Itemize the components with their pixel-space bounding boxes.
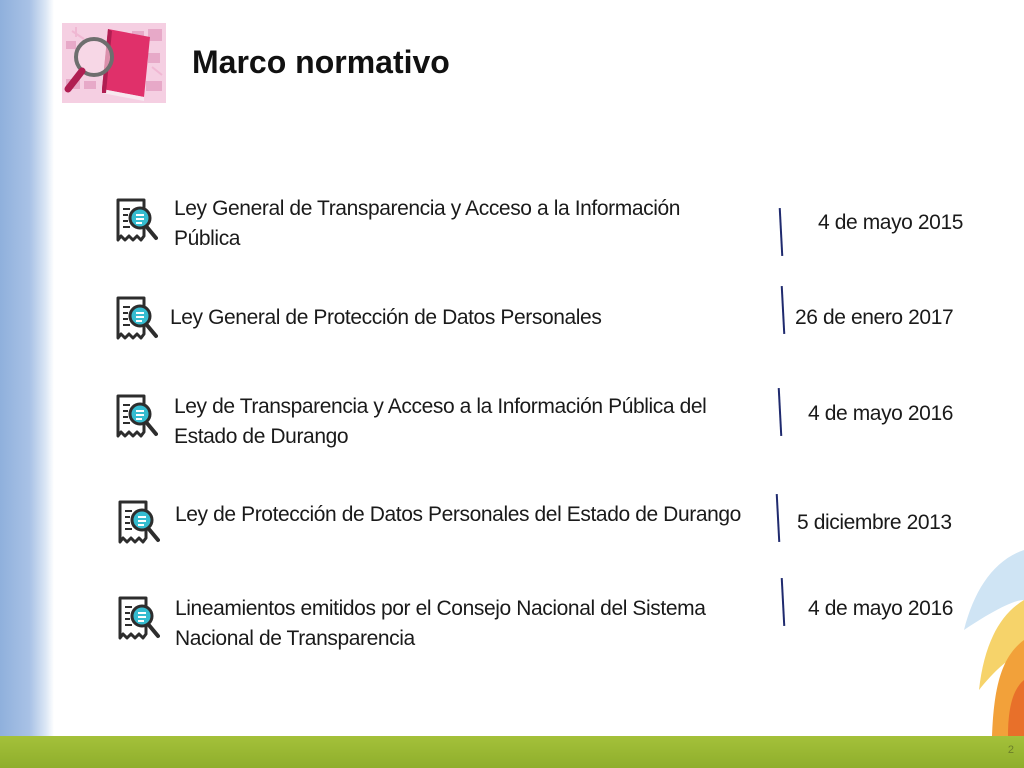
document-search-icon xyxy=(114,294,158,344)
left-blue-band xyxy=(0,0,54,768)
law-date: 5 diciembre 2013 xyxy=(797,511,952,534)
document-search-icon xyxy=(116,594,160,644)
divider xyxy=(776,494,781,542)
law-line: Pública xyxy=(174,227,241,250)
law-line: Nacional de Transparencia xyxy=(175,627,415,650)
bottom-green-bar xyxy=(0,736,1024,768)
law-line: Ley General de Protección de Datos Personales xyxy=(170,306,602,329)
book-magnifier-icon xyxy=(62,23,166,103)
document-search-icon xyxy=(116,498,160,548)
law-item xyxy=(175,500,741,530)
law-item xyxy=(174,392,706,452)
law-line: Ley General de Transparencia y Acceso a la Información xyxy=(174,197,681,220)
law-line: Ley de Transparencia y Acceso a la Información Pública del xyxy=(174,395,707,418)
page-title: Marco normativo xyxy=(192,44,450,80)
document-search-icon xyxy=(114,392,158,442)
law-item xyxy=(175,594,706,654)
law-line: Estado de Durango xyxy=(174,425,349,448)
document-search-icon xyxy=(114,196,158,246)
divider xyxy=(779,208,784,256)
law-line: Ley de Protección de Datos Personales del Estado de Durango xyxy=(175,503,741,526)
law-line: Lineamientos emitidos por el Consejo Nacional del Sistema xyxy=(175,597,706,620)
divider xyxy=(781,578,786,626)
page-number: 2 xyxy=(1007,744,1014,756)
law-item xyxy=(170,303,601,333)
law-date: 4 de mayo 2015 xyxy=(818,211,964,234)
divider xyxy=(781,286,786,334)
law-date: 4 de mayo 2016 xyxy=(808,402,954,425)
law-date: 4 de mayo 2016 xyxy=(808,597,954,620)
law-date: 26 de enero 2017 xyxy=(795,306,954,329)
decorative-shapes xyxy=(904,540,1024,740)
divider xyxy=(778,388,783,436)
law-item xyxy=(174,194,680,254)
